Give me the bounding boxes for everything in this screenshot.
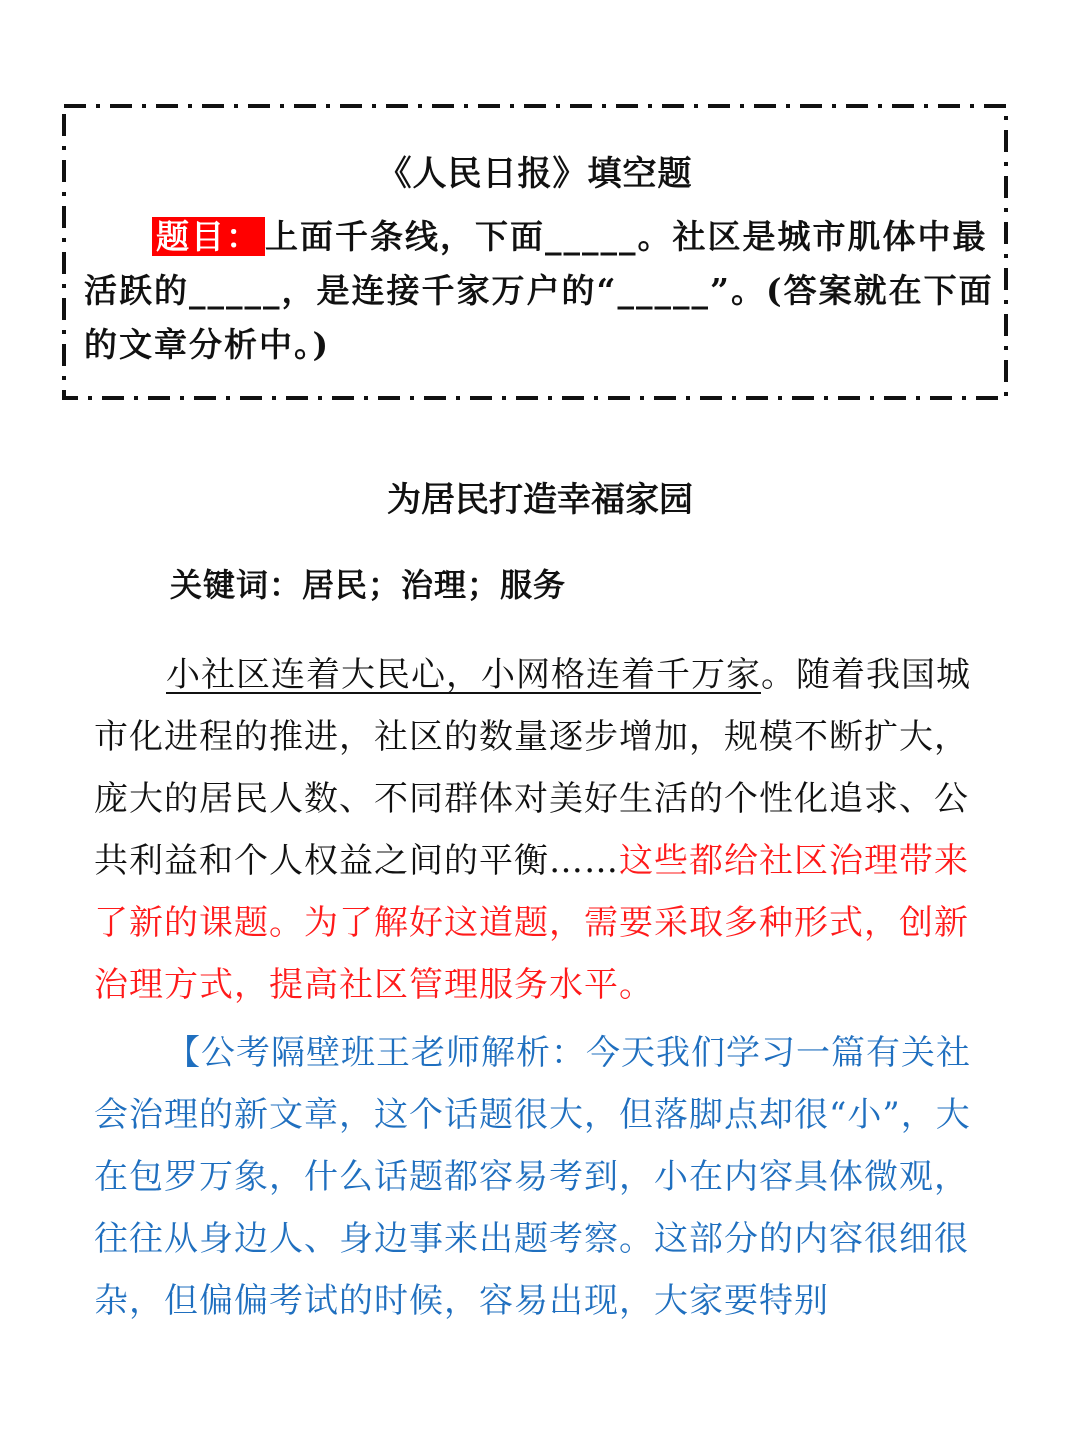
paragraph-1-text: 。随着我国城市化进程的推进，社区的数量逐步增加，规模不断扩大，庞大的居民人数、不同群体对美好生活的个性化追求、公共利益和个人权益之间的平衡…… bbox=[94, 655, 971, 881]
question-box bbox=[62, 104, 1008, 400]
question-title: 《人民日报》填空题 bbox=[377, 154, 693, 194]
article-title: 为居民打造幸福家园 bbox=[387, 480, 693, 520]
keywords: 关键词：居民；治理；服务 bbox=[170, 566, 567, 604]
question-text bbox=[84, 210, 994, 372]
paragraph-1 bbox=[94, 644, 994, 1016]
analysis-paragraph: 【公考隔壁班王老师解析：今天我们学习一篇有关社会治理的新文章，这个话题很大，但落脚点却很“小”，大在包罗万象，什么话题都容易考到，小在内容具体微观，往往从身边人、身边事来出题考察。这部分的内容很细很杂，但偏偏考试的时候，容易出现，大家要特别 bbox=[94, 1033, 971, 1321]
question-body: 上面千条线，下面_____。社区是城市肌体中最活跃的_____，是连接千家万户的“_____”。(答案就在下面的文章分析中。) bbox=[84, 217, 994, 364]
underlined-sentence: 小社区连着大民心，小网格连着千万家 bbox=[166, 655, 761, 695]
highlighted-sentence: 这些都给社区治理带来了新的课题。为了解好这道题，需要采取多种形式，创新治理方式，提高社区管理服务水平。 bbox=[94, 841, 969, 1005]
question-tag: 题目： bbox=[152, 217, 265, 256]
